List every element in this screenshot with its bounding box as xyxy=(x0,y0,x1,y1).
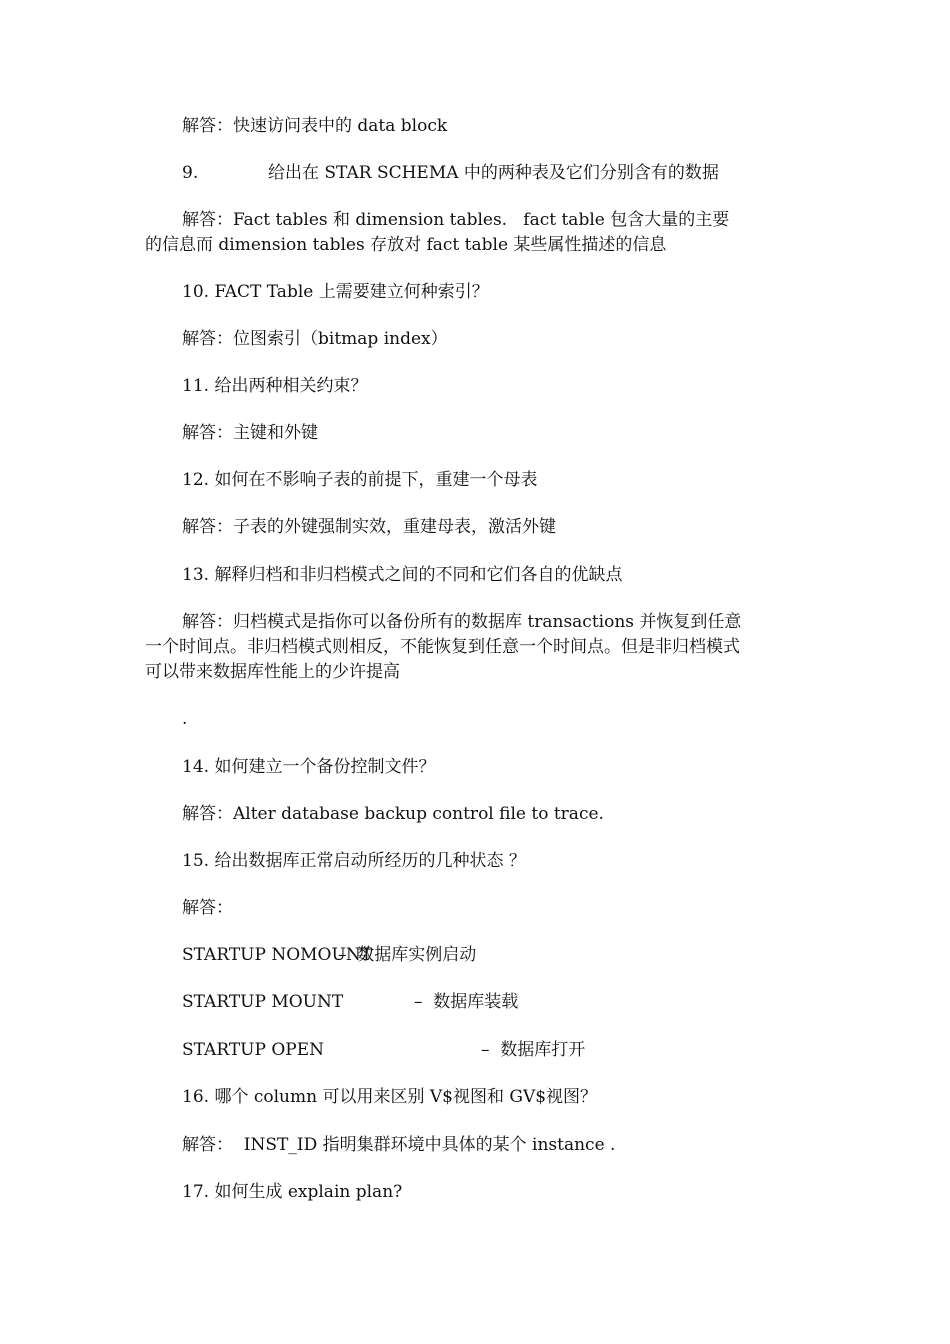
answer-10: 解答：位图索引（bitmap index） xyxy=(182,329,448,349)
startup-mount-command: STARTUP MOUNT xyxy=(182,992,344,1012)
answer-13-line-2: 一个时间点。非归档模式则相反，不能恢复到任意一个时间点。但是非归档模式 xyxy=(145,637,740,657)
question-13: 13. 解释归档和非归档模式之间的不同和它们各自的优缺点 xyxy=(182,565,623,585)
question-14: 14. 如何建立一个备份控制文件？ xyxy=(182,757,436,777)
answer-16: 解答： INST_ID 指明集群环境中具体的某个 instance . xyxy=(182,1135,616,1155)
question-11: 11. 给出两种相关约束？ xyxy=(182,376,368,396)
answer-15: 解答： xyxy=(182,898,233,918)
answer-11: 解答：主键和外键 xyxy=(182,423,318,443)
startup-open-command: STARTUP OPEN xyxy=(182,1040,325,1060)
answer-13-line-1: 解答：归档模式是指你可以备份所有的数据库 transactions 并恢复到任意 xyxy=(182,612,742,632)
question-15: 15. 给出数据库正常启动所经历的几种状态 ？ xyxy=(182,851,526,871)
startup-open-description: – 数据库打开 xyxy=(481,1040,586,1060)
question-10: 10. FACT Table 上需要建立何种索引？ xyxy=(182,282,489,302)
startup-nomount-description: – 数据库实例启动 xyxy=(338,945,477,965)
answer-13-line-3: 可以带来数据库性能上的少许提高 xyxy=(145,662,400,682)
answer-12: 解答：子表的外键强制实效，重建母表，激活外键 xyxy=(182,517,556,537)
question-9-number: 9. xyxy=(182,163,199,183)
answer-9-line-2: 的信息而 dimension tables 存放对 fact table 某些属性描述的信息 xyxy=(145,235,667,255)
startup-nomount-command: STARTUP NOMOUNT xyxy=(182,945,373,965)
question-9: 给出在 STAR SCHEMA 中的两种表及它们分别含有的数据 xyxy=(268,163,719,183)
dot-paragraph: . xyxy=(182,709,188,729)
question-17: 17. 如何生成 explain plan? xyxy=(182,1182,403,1202)
answer-14: 解答：Alter database backup control file to trace. xyxy=(182,804,604,824)
startup-mount-description: – 数据库装载 xyxy=(414,992,519,1012)
answer-8: 解答：快速访问表中的 data block xyxy=(182,116,448,136)
question-12: 12. 如何在不影响子表的前提下，重建一个母表 xyxy=(182,470,538,490)
question-16: 16. 哪个 column 可以用来区别 V$视图和 GV$视图？ xyxy=(182,1087,598,1107)
answer-9-line-1: 解答：Fact tables 和 dimension tables. fact table 包含大量的主要 xyxy=(182,210,730,230)
